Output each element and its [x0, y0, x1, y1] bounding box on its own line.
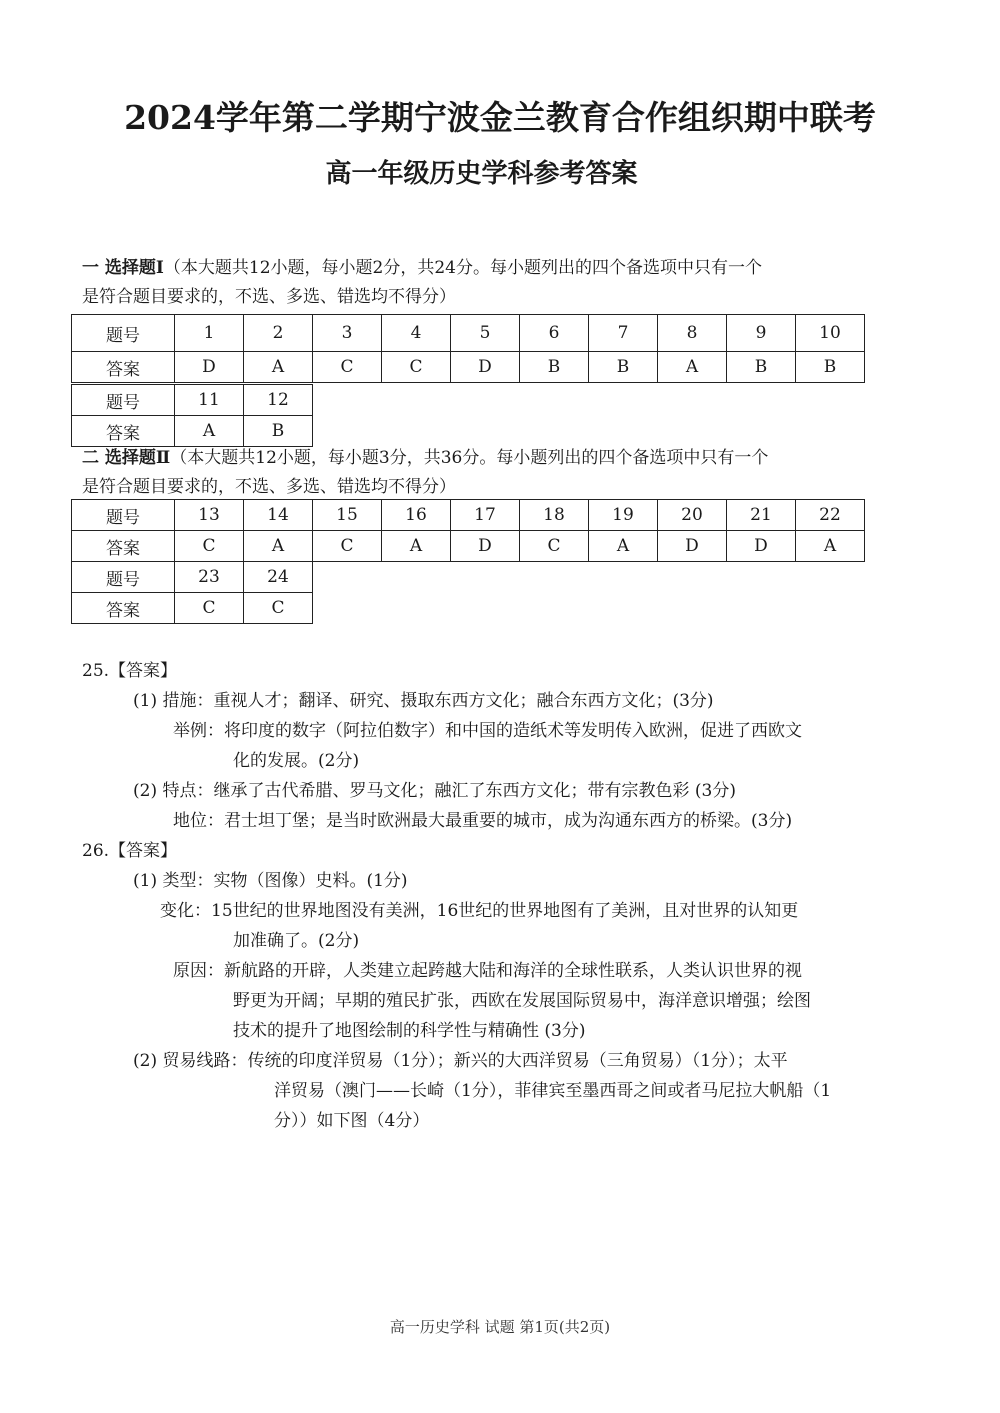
q26-line: 洋贸易（澳门——长崎（1分），菲律宾至墨西哥之间或者马尼拉大帆船（1 — [274, 1081, 832, 1101]
q26-line: (1) 类型：实物（图像）史料。(1分) — [133, 871, 408, 891]
section1-desc-2: 是符合题目要求的，不选、多选、错选均不得分） — [82, 287, 456, 307]
q26-line: 加准确了。(2分) — [233, 931, 360, 951]
question-number: 9 — [727, 315, 796, 352]
answer-cell: D — [658, 531, 727, 562]
answer-cell: D — [175, 352, 244, 383]
q25-line: 化的发展。(2分) — [233, 751, 360, 771]
q26-line: 变化：15世纪的世界地图没有美洲，16世纪的世界地图有了美洲，且对世界的认知更 — [160, 901, 799, 921]
question-number: 13 — [175, 500, 244, 531]
answer-cell: A — [244, 531, 313, 562]
section2-table-1 — [71, 499, 865, 562]
section1-table-1 — [71, 314, 865, 383]
section2-label: 二 选择题Ⅱ — [82, 448, 171, 468]
answer-cell: D — [451, 352, 520, 383]
row-label: 答案 — [72, 531, 175, 562]
answer-cell: B — [244, 416, 313, 447]
table-row — [72, 416, 313, 447]
table-row — [72, 562, 313, 593]
question-number: 6 — [520, 315, 589, 352]
table-row — [72, 352, 865, 383]
question-number: 14 — [244, 500, 313, 531]
answer-cell: C — [382, 352, 451, 383]
answer-cell: B — [727, 352, 796, 383]
answer-cell: C — [313, 531, 382, 562]
question-number: 16 — [382, 500, 451, 531]
answer-cell: A — [382, 531, 451, 562]
answer-cell: C — [244, 593, 313, 624]
answer-cell: B — [589, 352, 658, 383]
question-number: 23 — [175, 562, 244, 593]
question-number: 4 — [382, 315, 451, 352]
answer-cell: C — [175, 531, 244, 562]
row-label: 答案 — [72, 352, 175, 383]
q25-line: 地位：君士坦丁堡；是当时欧洲最大最重要的城市，成为沟通东西方的桥梁。(3分) — [173, 811, 793, 831]
row-label: 题号 — [72, 315, 175, 352]
answer-cell: C — [175, 593, 244, 624]
section1-label: 一 选择题Ⅰ — [82, 258, 164, 278]
question-number: 21 — [727, 500, 796, 531]
table-row — [72, 385, 313, 416]
question-number: 10 — [796, 315, 865, 352]
question-number: 3 — [313, 315, 382, 352]
q25-line: (1) 措施：重视人才；翻译、研究、摄取东西方文化；融合东西方文化；(3分) — [133, 691, 714, 711]
answer-cell: A — [589, 531, 658, 562]
q25-heading: 25.【答案】 — [82, 661, 178, 681]
page-title: 2024学年第二学期宁波金兰教育合作组织期中联考 — [124, 98, 876, 137]
q26-heading: 26.【答案】 — [82, 841, 178, 861]
question-number: 8 — [658, 315, 727, 352]
answer-cell: A — [175, 416, 244, 447]
q25-line: 举例：将印度的数字（阿拉伯数字）和中国的造纸术等发明传入欧洲，促进了西欧文 — [173, 721, 802, 741]
answer-cell: B — [796, 352, 865, 383]
row-label: 题号 — [72, 562, 175, 593]
answer-cell: A — [796, 531, 865, 562]
q26-line: 野更为开阔；早期的殖民扩张，西欧在发展国际贸易中，海洋意识增强；绘图 — [233, 991, 811, 1011]
question-number: 17 — [451, 500, 520, 531]
answer-cell: A — [658, 352, 727, 383]
page-subtitle: 高一年级历史学科参考答案 — [325, 159, 638, 189]
q25-line: (2) 特点：继承了古代希腊、罗马文化；融汇了东西方文化；带有宗教色彩 (3分) — [133, 781, 736, 801]
section2-heading — [82, 444, 927, 502]
section1-heading — [82, 254, 927, 312]
section2-desc-1: （本大题共12小题，每小题3分，共36分。每小题列出的四个备选项中只有一个 — [170, 448, 769, 468]
section2-table-2 — [71, 561, 313, 624]
answer-cell: D — [727, 531, 796, 562]
page-footer: 高一历史学科 试题 第1页(共2页) — [389, 1318, 611, 1336]
question-number: 15 — [313, 500, 382, 531]
row-label: 答案 — [72, 593, 175, 624]
section1-table-2 — [71, 384, 313, 447]
question-number: 7 — [589, 315, 658, 352]
question-number: 5 — [451, 315, 520, 352]
answer-cell: C — [520, 531, 589, 562]
section1-desc-1: （本大题共12小题，每小题2分，共24分。每小题列出的四个备选项中只有一个 — [163, 258, 762, 278]
q26-line: 分））如下图（4分） — [274, 1111, 430, 1131]
answer-cell: C — [313, 352, 382, 383]
question-number: 12 — [244, 385, 313, 416]
answer-cell: A — [244, 352, 313, 383]
question-number: 18 — [520, 500, 589, 531]
row-label: 题号 — [72, 500, 175, 531]
q26-line: 技术的提升了地图绘制的科学性与精确性 (3分) — [233, 1021, 586, 1041]
table-row — [72, 315, 865, 352]
question-number: 1 — [175, 315, 244, 352]
answer-cell: B — [520, 352, 589, 383]
question-number: 24 — [244, 562, 313, 593]
question-number: 19 — [589, 500, 658, 531]
q26-line: (2) 贸易线路：传统的印度洋贸易（1分）；新兴的大西洋贸易（三角贸易）（1分）；太平 — [133, 1051, 788, 1071]
table-row — [72, 593, 313, 624]
question-number: 22 — [796, 500, 865, 531]
row-label: 答案 — [72, 416, 175, 447]
q26-line: 原因：新航路的开辟，人类建立起跨越大陆和海洋的全球性联系，人类认识世界的视 — [173, 961, 802, 981]
table-row — [72, 531, 865, 562]
answer-cell: D — [451, 531, 520, 562]
question-number: 2 — [244, 315, 313, 352]
row-label: 题号 — [72, 385, 175, 416]
question-number: 20 — [658, 500, 727, 531]
section2-desc-2: 是符合题目要求的，不选、多选、错选均不得分） — [82, 477, 456, 497]
question-number: 11 — [175, 385, 244, 416]
table-row — [72, 500, 865, 531]
